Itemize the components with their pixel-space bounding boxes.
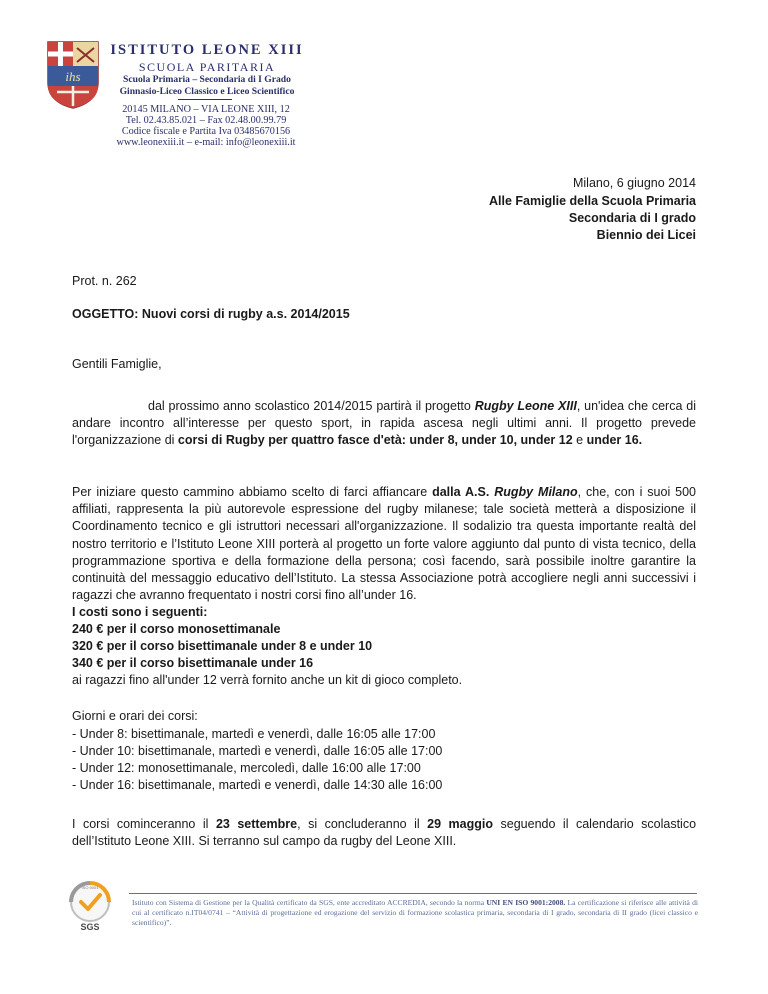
- sgs-label: SGS: [80, 922, 100, 932]
- para3-text-3: seguendo il calendario scolastico dell’Istituto Leone XIII. Si terranno sul campo da rugby del Leone XIII.: [72, 817, 697, 849]
- end-date: 29 maggio: [427, 817, 494, 831]
- paragraph-partnership: [72, 484, 696, 604]
- schedule-item: - Under 8: bisettimanale, martedì e venerdì, dalle 16:05 alle 17:00: [72, 727, 436, 741]
- para2-text-1: Per iniziare questo cammino abbiamo scelto di farci affiancare: [72, 485, 433, 499]
- paragraph-dates: [72, 816, 696, 850]
- para2-text-2: , che, con i suoi 500 affiliati, rappresenta la più autorevole espressione del rugby milanese; tale società metterà a disposizione il Coordinamento tecnico e gli istruttori necessari all'organizzazione. Il sodalizio tra questa importante realtà del nostro territorio e l’Istituto Leone XIII porterà al progetto un forte valore aggiunto dal punto di vista tecnico, della programmazione sportiva e della formazione della persona; così facendo, sarà possibile inoltre garantire la continuità del messaggio educativo dell’Istituto. La stessa Associazione potrà accogliere negli anni successivi i ragazzi che avranno frequentato i nostri corsi fino all’under 16.: [72, 485, 697, 603]
- para1-text-3: e: [572, 433, 587, 448]
- school-web-email: www.leonexiii.it – e-mail: info@leonexiii.it: [116, 137, 296, 148]
- cost-item: 320 € per il corso bisettimanale under 8 e under 10: [72, 639, 373, 653]
- school-phone: Tel. 02.43.85.021 – Fax 02.48.00.99.79: [125, 115, 287, 126]
- age-group-u16: under 16.: [586, 433, 643, 448]
- cost-note: ai ragazzi fino all'under 12 verrà fornito anche un kit di gioco completo.: [72, 673, 463, 687]
- para1-text-1: dal prossimo anno scolastico 2014/2015 partirà il progetto: [148, 399, 475, 413]
- school-levels: Scuola Primaria – Secondaria di I Grado: [123, 74, 291, 85]
- schedule-item: - Under 12: monosettimanale, mercoledì, dalle 16:00 alle 17:00: [72, 761, 421, 775]
- school-address: 20145 MILANO – VIA LEONE XIII, 12: [122, 104, 290, 115]
- school-subtitle: SCUOLA PARITARIA: [138, 60, 276, 74]
- recipient-line-3: Biennio dei Licei: [596, 228, 696, 242]
- costs-heading: I costi sono i seguenti:: [72, 605, 208, 619]
- school-licei: Ginnasio-Liceo Classico e Liceo Scientifico: [119, 86, 295, 97]
- footer-text-2: La certificazione si riferisce alle attività di cui al certificato n.IT04/0741 – “Attività di progettazione ed erogazione del servizio di formazione scolastica primaria, secondaria di I grado, secondaria di II grado (licei classico e scientifico)”.: [132, 898, 698, 927]
- schedule-item: - Under 16: bisettimanale, martedì e venerdì, dalle 14:30 alle 16:00: [72, 778, 443, 792]
- partner-name: Rugby Milano: [494, 485, 578, 499]
- letterhead-divider: [178, 99, 232, 100]
- start-date: 23 settembre: [215, 817, 298, 831]
- sgs-certification-logo: [64, 880, 116, 932]
- iso-norm: UNI EN ISO 9001:2008.: [486, 898, 566, 907]
- schedule-heading: Giorni e orari dei corsi:: [72, 709, 198, 723]
- greeting: Gentili Famiglie,: [72, 357, 162, 371]
- recipient-line-1: Alle Famiglie della Scuola Primaria: [488, 194, 696, 208]
- sgs-ring-text: ISO 9001: [81, 885, 99, 890]
- schedule-item: - Under 10: bisettimanale, martedì e venerdì, dalle 16:05 alle 17:00: [72, 744, 443, 758]
- paragraph-project: [72, 398, 696, 450]
- cost-item: 240 € per il corso monosettimanale: [72, 622, 281, 636]
- letter-date: Milano, 6 giugno 2014: [572, 176, 696, 190]
- partner-prefix: dalla A.S.: [432, 485, 495, 499]
- school-tax-id: Codice fiscale e Partita Iva 03485670156: [121, 126, 291, 137]
- cost-item: 340 € per il corso bisettimanale under 16: [72, 656, 314, 670]
- letter-subject: OGGETTO: Nuovi corsi di rugby a.s. 2014/2015: [72, 307, 350, 321]
- footer-certification-text: [132, 898, 698, 928]
- logo-monogram: ihs: [65, 69, 81, 84]
- age-groups: corsi di Rugby per quattro fasce d'età: under 8, under 10, under 12: [177, 433, 573, 448]
- recipient-line-2: Secondaria di I grado: [568, 211, 696, 225]
- school-crest-logo: [45, 40, 101, 110]
- project-name: Rugby Leone XIII: [474, 399, 577, 413]
- footer-text-1: Istituto con Sistema di Gestione per la Qualità certificato da SGS, ente accreditato ACCREDIA, secondo la norma: [132, 898, 487, 907]
- para3-text-1: I corsi cominceranno il: [72, 817, 216, 831]
- footer-divider: [129, 893, 697, 894]
- school-name: ISTITUTO LEONE XIII: [110, 42, 304, 58]
- para3-text-2: , si concluderanno il: [297, 817, 428, 831]
- para1-text-2: , un'idea che cerca di andare incontro all’interesse per questo sport, in rapida ascesa negli ultimi anni. Il progetto prevede l'organizzazione di: [72, 399, 696, 448]
- protocol-number: Prot. n. 262: [72, 274, 137, 288]
